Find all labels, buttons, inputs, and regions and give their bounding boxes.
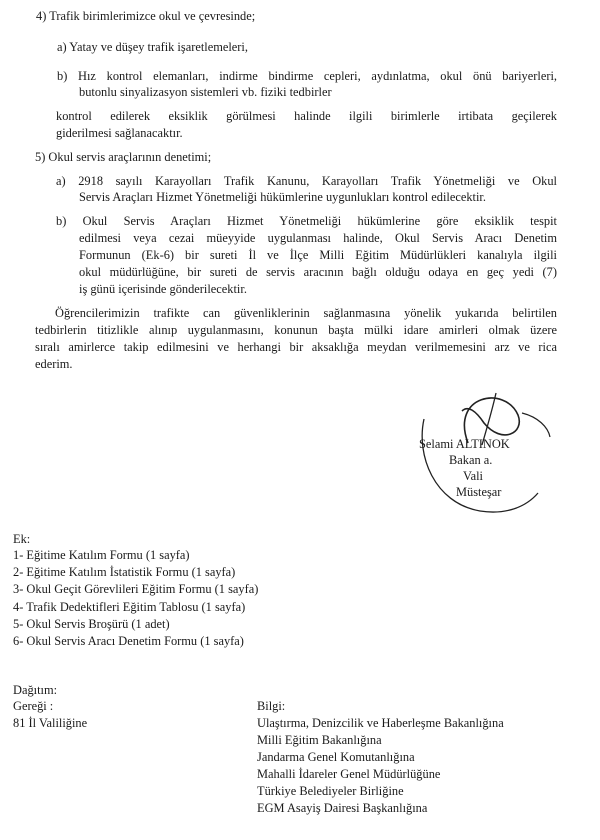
attachment-item: 6- Okul Servis Aracı Denetim Formu (1 sayfa) [13, 634, 244, 648]
signatory-name: Selami ALTINOK [419, 437, 510, 451]
distribution-bilgi-item: Türkiye Belediyeler Birliğine [257, 784, 404, 798]
section-5-item-b-line3: Formunun (Ek-6) bir sureti İl ve İlçe Milli Eğitim Müdürlükleri kanalıyla ilgili [79, 248, 557, 262]
closing-line2: tedbirlerin titizlikle alınıp uygulanmasını, konunun başta mülki idare amirleri olmak üzere [35, 323, 557, 337]
closing-line1: Öğrencilerimizin trafikte can güvenliklerinin sağlanmasına yönelik yukarıda belirtilen [55, 306, 557, 320]
closing-line4: ederim. [35, 357, 73, 371]
attachment-item: 4- Trafik Dedektifleri Eğitim Tablosu (1 sayfa) [13, 600, 246, 614]
section-4-note-line1: kontrol edilerek eksiklik görülmesi halinde ilgili birimlerle irtibata geçilerek [56, 109, 557, 123]
section-5-item-b-line1: b) Okul Servis Araçları Hizmet Yönetmeliği hükümlerine göre eksiklik tespit [56, 214, 557, 228]
section-4-item-a: a) Yatay ve düşey trafik işaretlemeleri, [57, 40, 248, 54]
section-4-item-b-line2: butonlu sinyalizasyon sistemleri vb. fiziki tedbirler [79, 85, 332, 99]
distribution-bilgi-item: Ulaştırma, Denizcilik ve Haberleşme Bakanlığına [257, 716, 504, 730]
section-4-item-b-line1: b) Hız kontrol elemanları, indirme bindirme cepleri, aydınlatma, okul önü bariyerleri, [57, 69, 557, 83]
distribution-geregi-label: Gereği : [13, 699, 54, 713]
signatory-title-line2: Bakan a. [449, 453, 493, 467]
section-4-note-line2: giderilmesi sağlanacaktır. [56, 126, 183, 140]
section-5-heading: 5) Okul servis araçlarının denetimi; [35, 150, 212, 164]
distribution-heading: Dağıtım: [13, 683, 58, 697]
closing-line3: sıralı amirlerce takip edilmesini ve herhangi bir aksaklığa meydan verilmemesini arz ve rica [35, 340, 557, 354]
section-5-item-b-line5: iş günü içerisinde gönderilecektir. [79, 282, 247, 296]
distribution-bilgi-label: Bilgi: [257, 699, 286, 713]
attachment-item: 2- Eğitime Katılım İstatistik Formu (1 sayfa) [13, 565, 236, 579]
section-5-item-a-line1: a) 2918 sayılı Karayolları Trafik Kanunu, Karayolları Trafik Yönetmeliği ve Okul [56, 174, 557, 188]
signature-tail-stroke [522, 413, 550, 437]
attachment-item: 5- Okul Servis Broşürü (1 adet) [13, 617, 170, 631]
distribution-geregi-item: 81 İl Valiliğine [13, 716, 88, 730]
section-5-item-a-line2: Servis Araçları Hizmet Yönetmeliği hükümlerine uygunlukları kontrol edilecektir. [79, 190, 486, 204]
distribution-bilgi-item: Jandarma Genel Komutanlığına [257, 750, 415, 764]
section-5-item-b-line2: edilmesi veya cezai müeyyide uygulanması halinde, Okul Servis Aracı Denetim [79, 231, 557, 245]
distribution-bilgi-item: Milli Eğitim Bakanlığına [257, 733, 382, 747]
distribution-bilgi-item: Mahalli İdareler Genel Müdürlüğüne [257, 767, 441, 781]
signatory-title-line4: Müsteşar [456, 485, 502, 499]
section-5-item-b-line4: okul müdürlüğüne, bir sureti de servis aracının bağlı olduğu odaya en geç yedi (7) [79, 265, 557, 279]
section-4-heading: 4) Trafik birimlerimizce okul ve çevresinde; [36, 9, 256, 23]
signatory-title-line3: Vali [463, 469, 483, 483]
attachment-item: 1- Eğitime Katılım Formu (1 sayfa) [13, 548, 190, 562]
attachment-item: 3- Okul Geçit Görevlileri Eğitim Formu (1 sayfa) [13, 582, 259, 596]
attachments-heading: Ek: [13, 532, 31, 546]
distribution-bilgi-item: EGM Asayiş Dairesi Başkanlığına [257, 801, 428, 815]
